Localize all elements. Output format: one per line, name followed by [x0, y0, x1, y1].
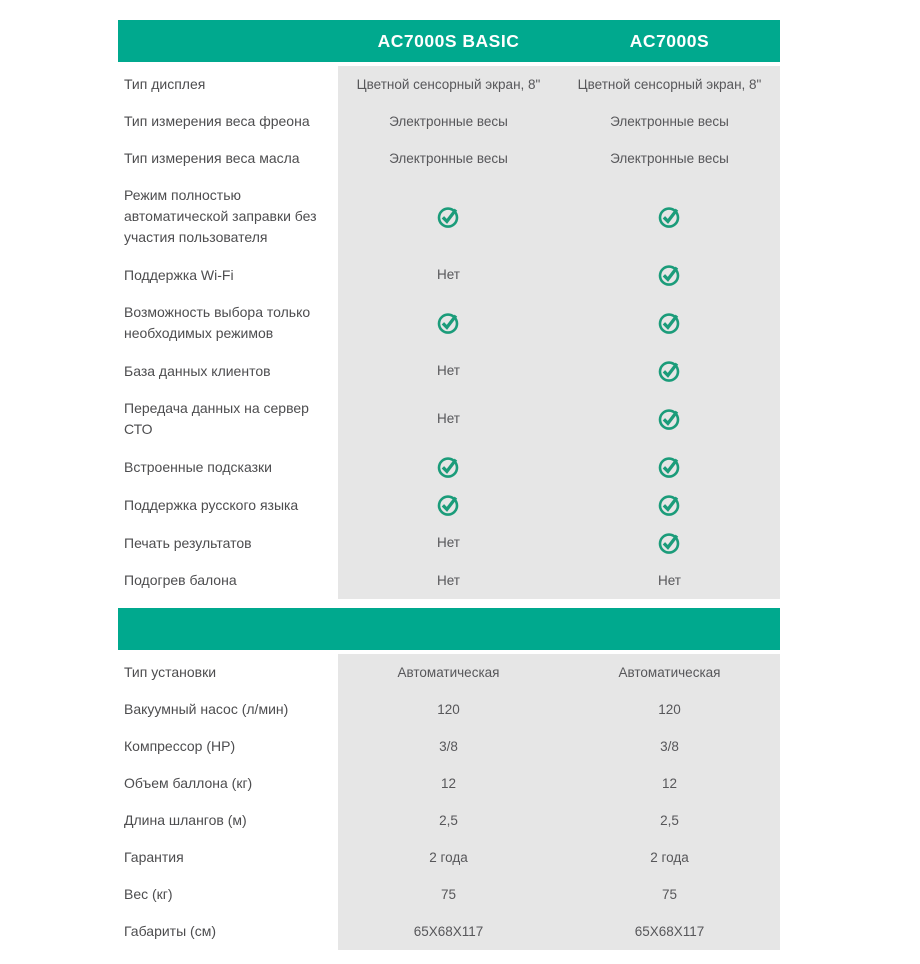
value-cell: Нет [338, 352, 559, 390]
value-cell: 2,5 [338, 802, 559, 839]
check-circle-icon [657, 262, 682, 288]
table-row [118, 294, 780, 352]
value-cell: 65X68X117 [338, 913, 559, 950]
row-label: Встроенные подсказки [118, 448, 338, 486]
check-circle-icon [657, 310, 682, 336]
value-cell: 120 [338, 691, 559, 728]
row-label: Тип измерения веса масла [118, 140, 338, 177]
value-cell: 75 [559, 876, 780, 913]
value-cell: Электронные весы [338, 103, 559, 140]
table-row [118, 765, 780, 802]
value-cell: Электронные весы [559, 140, 780, 177]
value-cell: Электронные весы [338, 140, 559, 177]
value-cell: 2,5 [559, 802, 780, 839]
value-cell: Нет [559, 562, 780, 599]
check-circle-icon [657, 530, 682, 556]
row-label: Возможность выбора только необходимых режимов [118, 294, 338, 352]
row-label: Гарантия [118, 839, 338, 876]
table-row [118, 802, 780, 839]
features-table [118, 20, 780, 599]
check-circle-icon [657, 492, 682, 518]
row-label: Передача данных на сервер СТО [118, 390, 338, 448]
row-label: Компрессор (HP) [118, 728, 338, 765]
value-cell: Электронные весы [559, 103, 780, 140]
check-circle-icon [436, 454, 461, 480]
row-label: Объем баллона (кг) [118, 765, 338, 802]
specs-table [118, 608, 780, 950]
value-cell [559, 352, 780, 390]
table-row [118, 654, 780, 691]
value-cell: 75 [338, 876, 559, 913]
table-row [118, 256, 780, 294]
header-spacer [118, 20, 338, 62]
table-row [118, 390, 780, 448]
value-cell: 3/8 [338, 728, 559, 765]
value-cell [338, 486, 559, 524]
check-circle-icon [657, 204, 682, 230]
row-label: Вакуумный насос (л/мин) [118, 691, 338, 728]
value-cell: 12 [338, 765, 559, 802]
check-circle-icon [657, 406, 682, 432]
value-cell: Нет [338, 256, 559, 294]
value-cell: 2 года [338, 839, 559, 876]
specs-column-header-1 [338, 608, 559, 650]
value-cell [559, 177, 780, 256]
row-label: Тип установки [118, 654, 338, 691]
table-row [118, 103, 780, 140]
value-cell [559, 448, 780, 486]
table-row [118, 691, 780, 728]
check-circle-icon [436, 492, 461, 518]
row-label: Печать результатов [118, 524, 338, 562]
value-cell: Цветной сенсорный экран, 8" [338, 66, 559, 103]
table-row [118, 140, 780, 177]
table-row [118, 728, 780, 765]
value-cell [559, 524, 780, 562]
table-row [118, 524, 780, 562]
table-row [118, 876, 780, 913]
row-label: Длина шлангов (м) [118, 802, 338, 839]
table-row [118, 177, 780, 256]
value-cell: 3/8 [559, 728, 780, 765]
value-cell: 65X68X117 [559, 913, 780, 950]
row-label: Габариты (см) [118, 913, 338, 950]
value-cell [559, 294, 780, 352]
specs-table-body [118, 654, 780, 950]
table-row [118, 913, 780, 950]
check-circle-icon [436, 310, 461, 336]
value-cell: Нет [338, 562, 559, 599]
column-header-ac7000s-basic: AC7000S BASIC [377, 30, 520, 51]
row-label: Поддержка Wi-Fi [118, 256, 338, 294]
row-label: Тип дисплея [118, 66, 338, 103]
row-label: Поддержка русского языка [118, 486, 338, 524]
value-cell: Нет [338, 524, 559, 562]
column-header-ac7000s: AC7000S [629, 30, 710, 51]
row-label: Вес (кг) [118, 876, 338, 913]
check-circle-icon [436, 204, 461, 230]
value-cell: Автоматическая [338, 654, 559, 691]
specs-column-header-2 [559, 608, 780, 650]
value-cell: Цветной сенсорный экран, 8" [559, 66, 780, 103]
value-cell: Нет [338, 390, 559, 448]
row-label: Режим полностью автоматической заправки без участия пользователя [118, 177, 338, 256]
table-row [118, 352, 780, 390]
value-cell [338, 177, 559, 256]
table-row [118, 486, 780, 524]
value-cell [559, 256, 780, 294]
value-cell [559, 486, 780, 524]
table-row [118, 562, 780, 599]
value-cell [338, 294, 559, 352]
table-row [118, 448, 780, 486]
value-cell: Автоматическая [559, 654, 780, 691]
header-spacer [118, 608, 338, 650]
row-label: База данных клиентов [118, 352, 338, 390]
value-cell: 120 [559, 691, 780, 728]
row-label: Подогрев балона [118, 562, 338, 599]
table-row [118, 839, 780, 876]
check-circle-icon [657, 358, 682, 384]
row-label: Тип измерения веса фреона [118, 103, 338, 140]
specs-table-header [118, 608, 780, 650]
value-cell: 2 года [559, 839, 780, 876]
value-cell: 12 [559, 765, 780, 802]
value-cell [338, 448, 559, 486]
check-circle-icon [657, 454, 682, 480]
features-table-body [118, 66, 780, 599]
table-row [118, 66, 780, 103]
features-table-header [118, 20, 780, 62]
value-cell [559, 390, 780, 448]
